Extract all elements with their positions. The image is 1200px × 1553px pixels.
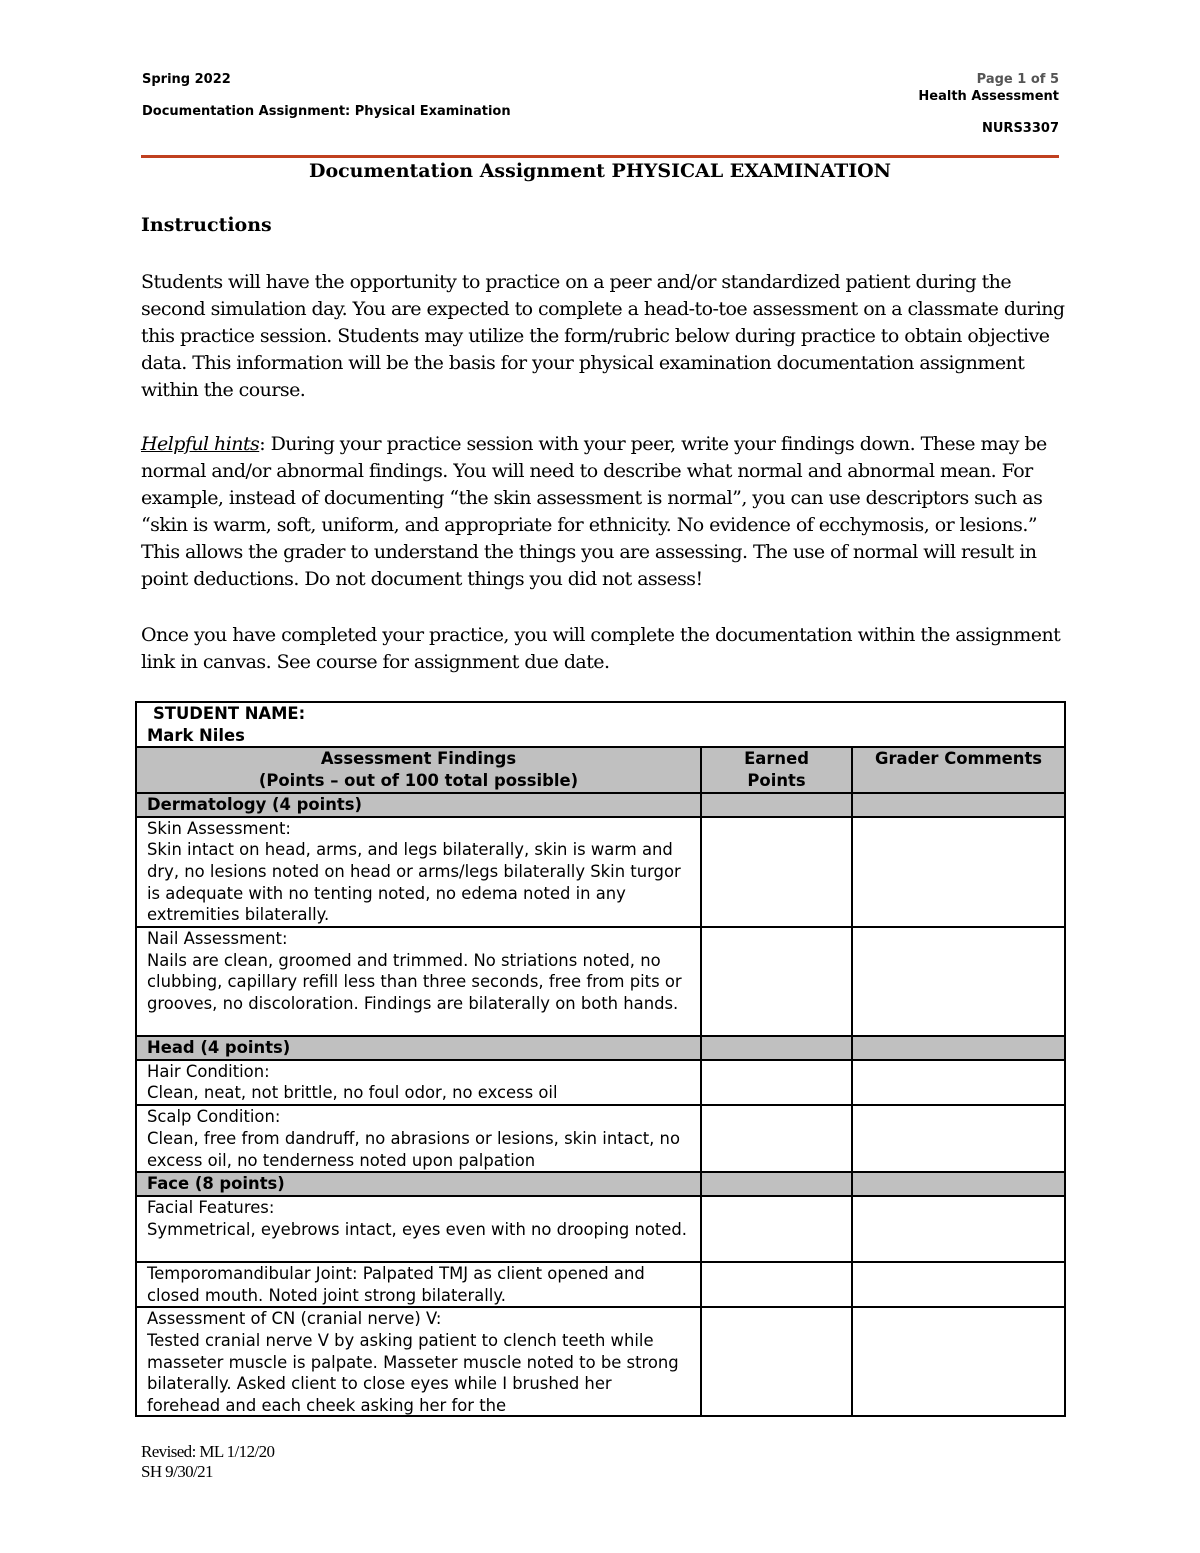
section-row-face	[136, 1172, 1065, 1196]
column-header-findings-subtitle: (Points – out of 100 total possible)	[258, 771, 579, 791]
header-page-number: Page 1 of 5	[976, 72, 1059, 87]
column-header-comments: Grader Comments	[852, 747, 1065, 792]
points-cell[interactable]	[701, 817, 852, 928]
column-header-findings	[136, 747, 701, 792]
table-row-nail	[136, 927, 1065, 1036]
finding-cell-skin	[136, 817, 701, 928]
finding-title-skin: Skin Assessment:	[147, 818, 291, 838]
points-cell	[701, 1172, 852, 1196]
comments-cell	[852, 793, 1065, 817]
finding-text-scalp: Clean, free from dandruff, no abrasions or lesions, skin intact, no excess oil, no tenderness noted upon palpation	[147, 1128, 680, 1170]
header-doc-name: Documentation Assignment: Physical Examination	[142, 104, 511, 119]
comments-cell[interactable]	[852, 927, 1065, 1036]
table-row-skin	[136, 817, 1065, 928]
finding-cell-facial-features	[136, 1196, 701, 1262]
finding-text-facial-features: Symmetrical, eyebrows intact, eyes even with no drooping noted.	[147, 1219, 688, 1239]
student-row	[136, 702, 1065, 747]
student-name-label: STUDENT NAME:	[153, 704, 306, 723]
comments-cell[interactable]	[852, 1262, 1065, 1307]
header-course: Health Assessment	[918, 89, 1059, 104]
comments-cell[interactable]	[852, 1105, 1065, 1172]
header-course-code: NURS3307	[982, 121, 1059, 136]
comments-cell[interactable]	[852, 1060, 1065, 1105]
section-title-dermatology: Dermatology (4 points)	[136, 793, 701, 817]
points-cell	[701, 1036, 852, 1060]
finding-content-cranial-nerve-v	[147, 1308, 690, 1415]
section-row-head	[136, 1036, 1065, 1060]
assessment-rubric-table	[135, 701, 1066, 1417]
finding-title-scalp: Scalp Condition:	[147, 1107, 281, 1127]
finding-title-nail: Nail Assessment:	[147, 929, 288, 949]
finding-text-skin: Skin intact on head, arms, and legs bilaterally, skin is warm and dry, no lesions noted on head or arms/legs bilaterally Skin turgor is adequate with no tenting noted, no edema noted in any extremities bilaterally.	[147, 840, 681, 925]
footer-sh-line: SH 9/30/21	[141, 1462, 213, 1481]
table-row-scalp	[136, 1105, 1065, 1172]
comments-cell[interactable]	[852, 1307, 1065, 1416]
student-name-cell	[136, 702, 1065, 747]
finding-cell-scalp	[136, 1105, 701, 1172]
finding-cell-nail	[136, 927, 701, 1036]
revision-footer	[141, 1442, 274, 1482]
instructions-heading: Instructions	[141, 214, 272, 236]
table-row-cranial-nerve-v	[136, 1307, 1065, 1416]
comments-cell[interactable]	[852, 1196, 1065, 1262]
helpful-hints-label: Helpful hints	[141, 433, 260, 455]
finding-title-hair: Hair Condition:	[147, 1061, 270, 1081]
comments-cell	[852, 1036, 1065, 1060]
section-title-face: Face (8 points)	[136, 1172, 701, 1196]
points-cell[interactable]	[701, 1060, 852, 1105]
helpful-hints-text: : During your practice session with your peer, write your findings down. These may be normal and/or abnormal findings. You will need to describe what normal and abnormal mean. For example, instead of documenting “the skin assessment is normal”, you can use descriptors such as “skin is warm, soft, uniform, and appropriate for ethnicity. No evidence of ecchymosis, or lesions.” This allows the grader to understand the things you are assessing. The use of normal will result in point deductions. Do not document things you did not assess!	[141, 433, 1047, 590]
column-header-findings-title: Assessment Findings	[320, 749, 517, 769]
table-row-tmj	[136, 1262, 1065, 1307]
finding-cell-tmj	[136, 1262, 701, 1307]
finding-text-hair: Clean, neat, not brittle, no foul odor, no excess oil	[147, 1083, 558, 1103]
helpful-hints-paragraph	[141, 431, 1076, 593]
points-cell[interactable]	[701, 1262, 852, 1307]
finding-text-tmj: Temporomandibular Joint: Palpated TMJ as client opened and closed mouth. Noted joint strong bilaterally.	[147, 1263, 645, 1305]
points-cell[interactable]	[701, 927, 852, 1036]
due-date-paragraph: Once you have completed your practice, you will complete the documentation within the assignment link in canvas. See course for assignment due date.	[141, 624, 1061, 673]
finding-cell-cranial-nerve-v	[136, 1307, 701, 1416]
column-header-points-line1: Earned	[744, 749, 809, 769]
column-header-points	[701, 747, 852, 792]
points-cell	[701, 793, 852, 817]
comments-cell[interactable]	[852, 817, 1065, 928]
table-header-row	[136, 747, 1065, 792]
finding-text-cranial-nerve-v: Tested cranial nerve V by asking patient to clench teeth while masseter muscle is palpate. Masseter muscle noted to be strong bilaterally. Asked client to close eyes while I brushed her forehead and each cheek asking her for the	[147, 1331, 679, 1416]
table-row-facial-features	[136, 1196, 1065, 1262]
footer-revised-line: Revised: ML 1/12/20	[141, 1442, 275, 1461]
points-cell[interactable]	[701, 1307, 852, 1416]
finding-title-facial-features: Facial Features:	[147, 1197, 275, 1217]
finding-text-nail: Nails are clean, groomed and trimmed. No striations noted, no clubbing, capillary refill less than three seconds, free from pits or grooves, no discoloration. Findings are bilaterally on both hands.	[147, 950, 682, 1014]
column-header-points-line2: Points	[747, 771, 806, 791]
section-title-head: Head (4 points)	[136, 1036, 701, 1060]
finding-title-cranial-nerve-v: Assessment of CN (cranial nerve) V:	[147, 1309, 442, 1329]
page-title: Documentation Assignment PHYSICAL EXAMINATION	[308, 160, 892, 182]
comments-cell	[852, 1172, 1065, 1196]
points-cell[interactable]	[701, 1105, 852, 1172]
table-row-hair	[136, 1060, 1065, 1105]
instructions-paragraph: Students will have the opportunity to practice on a peer and/or standardized patient during the second simulation day. You are expected to complete a head-to-toe assessment on a classmate during this practice session. Students may utilize the form/rubric below during practice to obtain objective data. This information will be the basis for your physical examination documentation assignment within the course.	[141, 271, 1065, 401]
header-divider	[141, 155, 1059, 158]
section-row-dermatology	[136, 793, 1065, 817]
points-cell[interactable]	[701, 1196, 852, 1262]
student-name-value: Mark Niles	[147, 725, 245, 745]
header-term: Spring 2022	[142, 72, 231, 87]
finding-cell-hair	[136, 1060, 701, 1105]
